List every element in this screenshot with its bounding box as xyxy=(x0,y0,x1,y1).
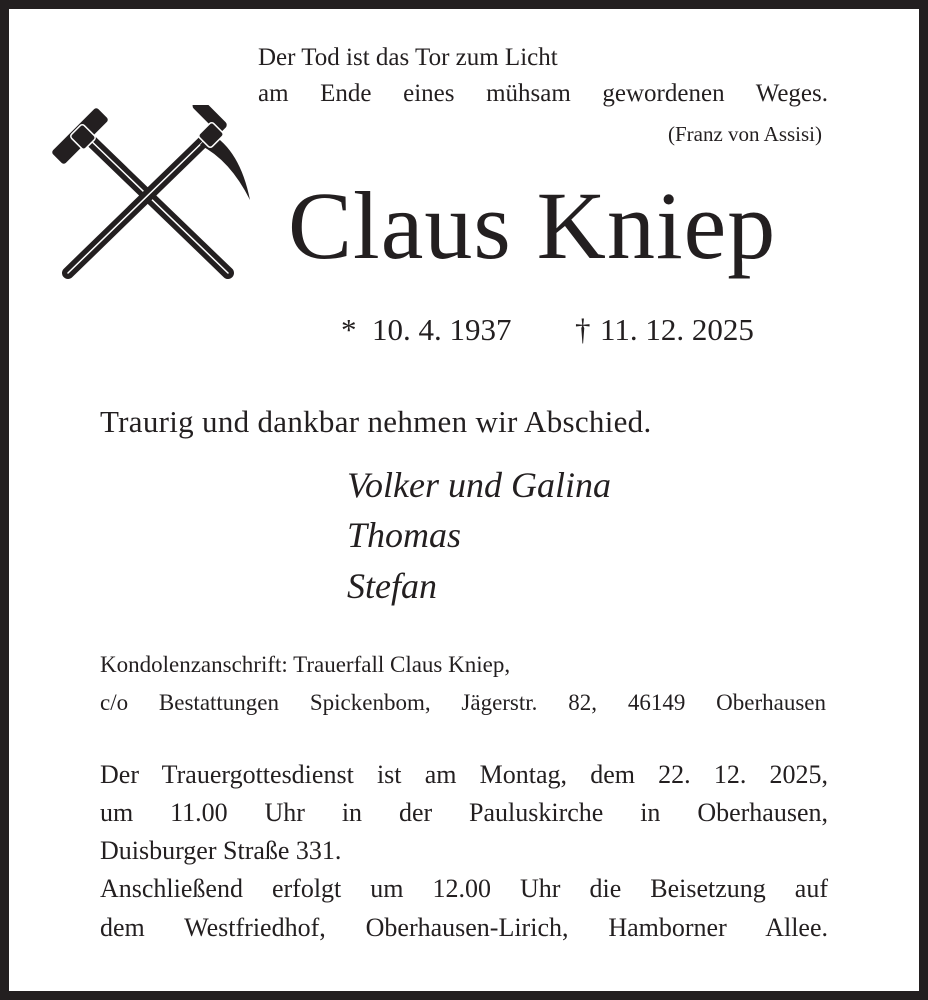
death-date: 11. 12. 2025 xyxy=(600,312,754,347)
deceased-name: Claus Kniep xyxy=(288,172,777,279)
quote-line-1: Der Tod ist das Tor zum Licht xyxy=(258,44,558,71)
birth-date: 10. 4. 1937 xyxy=(372,312,512,347)
condolence-line-2: c/o Bestattungen Spickenbom, Jägerstr. 82, 46149 Oberhausen xyxy=(100,690,826,715)
condolence-line-1: Kondolenzanschrift: Trauerfall Claus Kniep, xyxy=(100,652,511,677)
mourner-name: Thomas xyxy=(347,515,462,555)
service-line: Duisburger Straße 331. xyxy=(100,836,342,865)
crossed-hammer-and-pick-icon xyxy=(50,105,260,285)
service-line: dem Westfriedhof, Oberhausen-Lirich, Hamborner Allee. xyxy=(100,913,828,942)
service-line: um 11.00 Uhr in der Pauluskirche in Oberhausen, xyxy=(100,798,828,827)
mourner-name: Stefan xyxy=(347,566,437,606)
quote-line-2: am Ende eines mühsam gewordenen Weges. xyxy=(258,80,828,107)
death-symbol: † xyxy=(575,312,591,347)
mourner-name: Volker und Galina xyxy=(347,465,611,505)
service-line: Anschließend erfolgt um 12.00 Uhr die Beisetzung auf xyxy=(100,874,828,903)
farewell-text: Traurig und dankbar nehmen wir Abschied. xyxy=(100,404,652,439)
quote-author: (Franz von Assisi) xyxy=(668,122,822,146)
service-line: Der Trauergottesdienst ist am Montag, dem 22. 12. 2025, xyxy=(100,760,828,789)
birth-symbol: * xyxy=(341,312,357,347)
